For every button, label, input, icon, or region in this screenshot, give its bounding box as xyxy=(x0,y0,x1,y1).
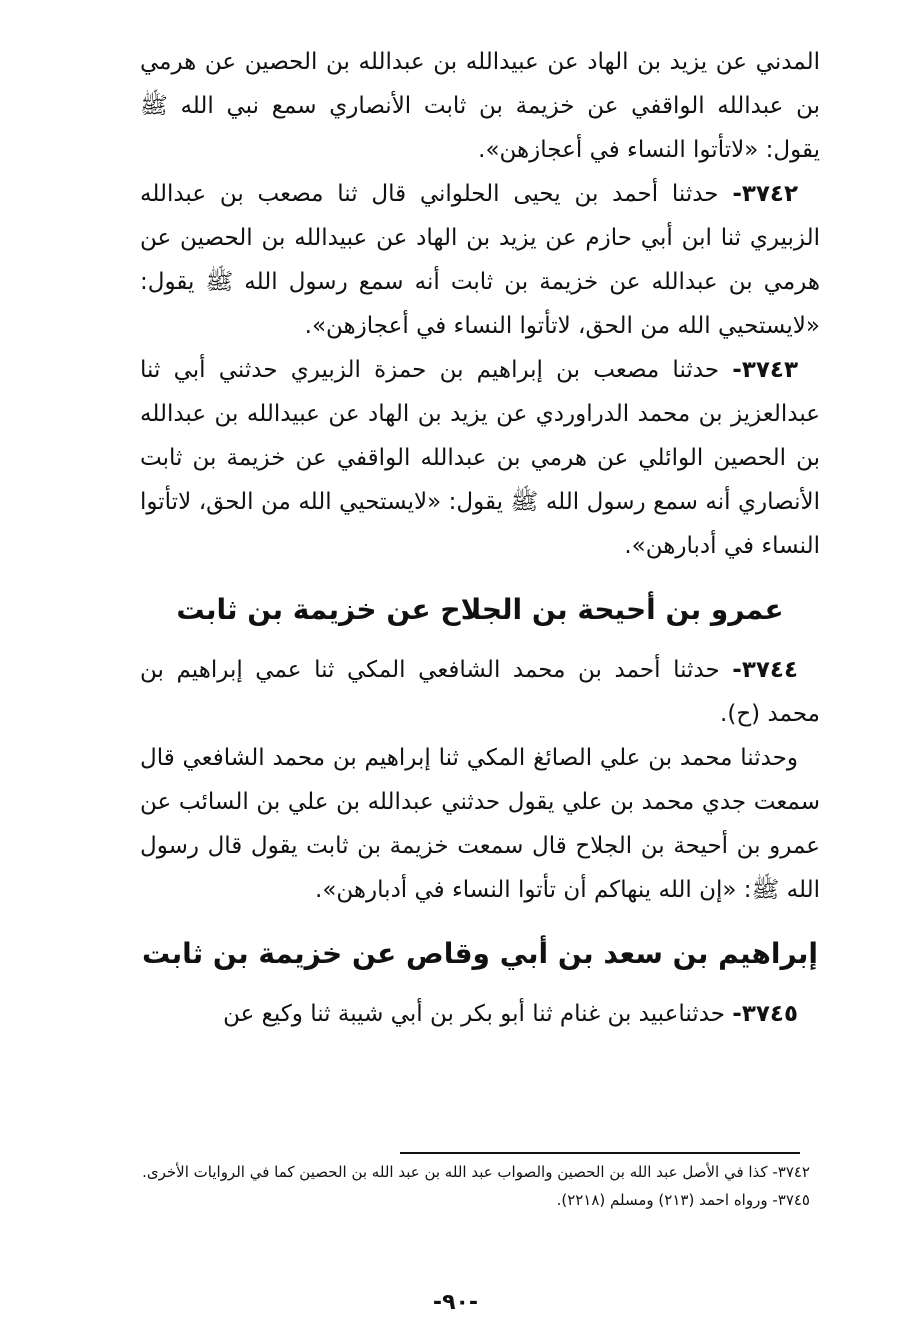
hadith-3745 xyxy=(140,992,820,1036)
paragraph-text: حدثناعبيد بن غنام ثنا أبو بكر بن أبي شيبة ثنا وكيع عن xyxy=(223,1001,725,1027)
hadith-3743 xyxy=(140,348,820,568)
hadith-3744-second-chain xyxy=(140,736,820,912)
hadith-number: ٣٧٤٢- xyxy=(732,181,799,207)
hadith-number: ٣٧٤٤- xyxy=(732,657,798,683)
hadith-continuation xyxy=(140,40,820,172)
paragraph-text: وحدثنا محمد بن علي الصائغ المكي ثنا إبراهيم بن محمد الشافعي قال سمعت جدي محمد بن علي يقول حدثني عبدالله بن علي بن السائب عن عمرو بن أحيحة بن الجلاح قال سمعت خزيمة بن ثابت يقول قال رسول الله ﷺ: «إن الله ينهاكم أن تأتوا النساء في أدبارهن». xyxy=(140,745,820,903)
footnote: ٣٧٤٢- كذا في الأصل عبد الله بن الحصين والصواب عبد الله بن عبد الله بن الحصين كما في الروايات الأخرى. xyxy=(142,1163,810,1181)
page-number: -٩٠- xyxy=(432,1290,479,1315)
section-heading: عمرو بن أحيحة بن الجلاح عن خزيمة بن ثابت xyxy=(176,593,784,626)
footnote-divider xyxy=(400,1152,800,1154)
hadith-number: ٣٧٤٥- xyxy=(732,1001,798,1027)
footnotes xyxy=(140,1158,810,1214)
main-text xyxy=(140,40,820,1036)
paragraph-text: حدثنا أحمد بن محمد الشافعي المكي ثنا عمي إبراهيم بن محمد (ح). xyxy=(140,657,820,727)
paragraph-text: حدثنا أحمد بن يحيى الحلواني قال ثنا مصعب بن عبدالله الزبيري ثنا ابن أبي حازم عن يزيد بن الهاد عن عبيدالله بن الحصين عن هرمي بن عبدالله عن خزيمة بن ثابت أنه سمع رسول الله ﷺ يقول: «لايستحيي الله من الحق، لاتأتوا النساء في أعجازهن». xyxy=(140,181,820,339)
paragraph-text: المدني عن يزيد بن الهاد عن عبيدالله بن عبدالله بن الحصين عن هرمي بن عبدالله الواقفي عن خزيمة بن ثابت الأنصاري سمع نبي الله ﷺ يقول: «لاتأتوا النساء في أعجازهن». xyxy=(140,49,820,163)
section-heading: إبراهيم بن سعد بن أبي وقاص عن خزيمة بن ثابت xyxy=(141,937,819,970)
hadith-3742 xyxy=(140,172,820,348)
hadith-3744 xyxy=(140,648,820,736)
footnote: ٣٧٤٥- ورواه احمد (٢١٣) ومسلم (٢٢١٨). xyxy=(556,1191,810,1209)
hadith-number: ٣٧٤٣- xyxy=(732,357,798,383)
paragraph-text: حدثنا مصعب بن إبراهيم بن حمزة الزبيري حدثني أبي ثنا عبدالعزيز بن محمد الدراوردي عن يزيد بن الهاد عن عبيدالله بن عبدالله بن الحصين الوائلي عن هرمي بن عبدالله الواقفي عن خزيمة بن ثابت الأنصاري أنه سمع رسول الله ﷺ يقول: «لايستحيي الله من الحق، لاتأتوا النساء في أدبارهن». xyxy=(140,357,820,559)
